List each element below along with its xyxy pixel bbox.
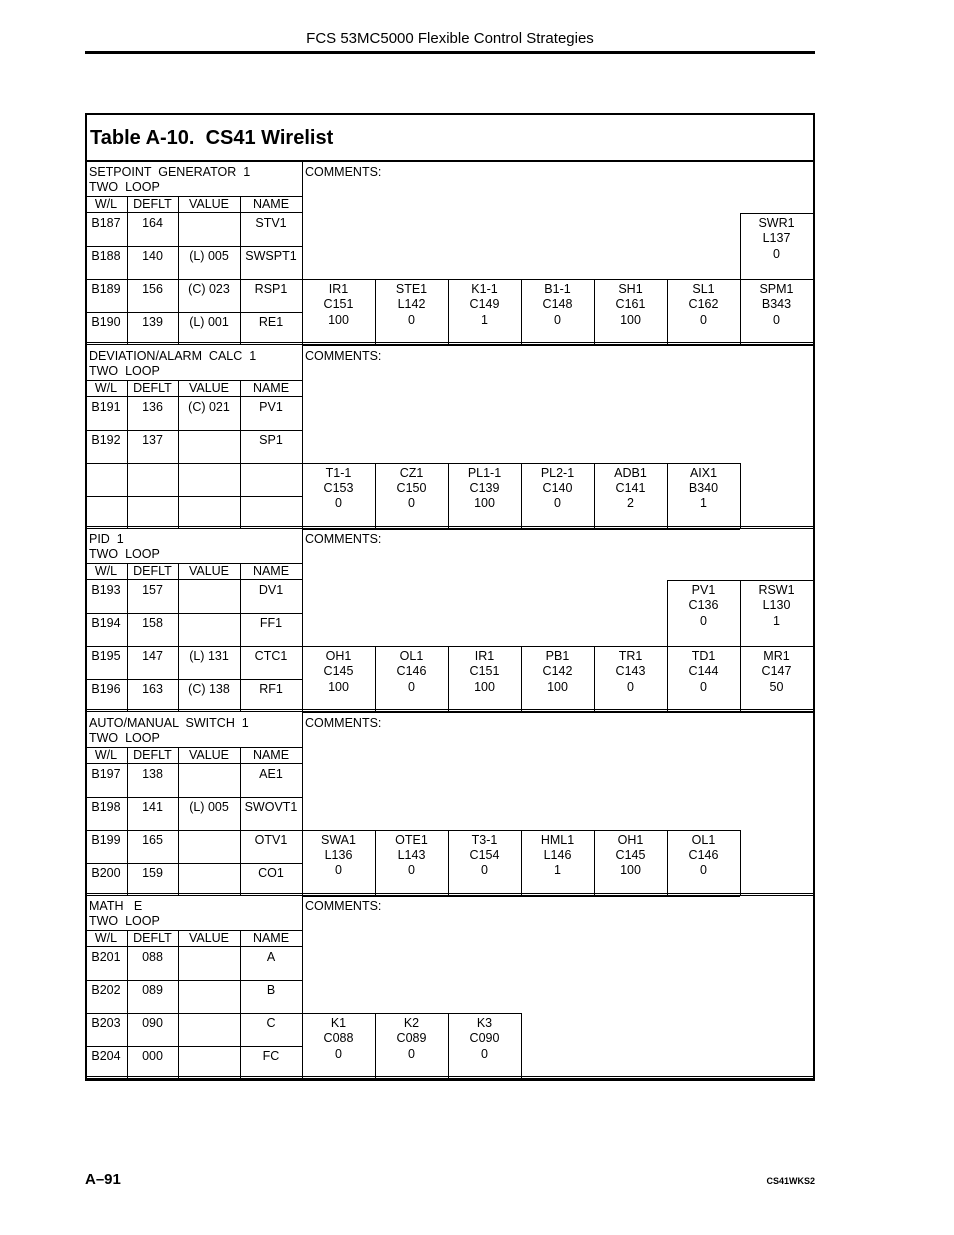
wire-box [375,646,448,695]
block-title: MATH E [89,899,143,913]
table-title-band [85,113,815,162]
wire-box [375,830,448,879]
column-header: NAME [252,564,290,578]
box-rule [740,463,741,529]
cell-name: B [266,983,276,997]
wire-box-name: OTE1 [395,832,428,847]
wire-box [594,646,667,695]
cell-deflt: 090 [142,1016,163,1030]
wire-box-name: OH1 [617,832,644,847]
wire-box-addr: C151 [469,664,500,679]
wire-box-name: K1 [330,1016,347,1030]
box-rule [521,1013,522,1079]
cell-wl: B199 [91,832,121,847]
cell-wl: B196 [91,682,121,696]
cell-name: RSP1 [254,282,288,296]
comments-label: COMMENTS: [305,532,382,546]
column-header: DEFLT [133,747,172,762]
wire-box [302,463,375,512]
row-rule [85,463,302,464]
wire-box-val: 0 [700,679,707,694]
block-subtitle: TWO LOOP [89,363,160,378]
wirelist-block [85,529,815,712]
wire-box [740,646,813,695]
wire-box-val: 0 [627,679,634,694]
cell-deflt: 137 [142,432,163,447]
wire-box [667,830,740,879]
wire-box-name: AIX1 [689,465,718,480]
column-header: VALUE [188,197,230,211]
cell-value: (C) 023 [188,282,230,296]
cell-name: CO1 [258,865,284,880]
wire-box-val: 2 [627,496,634,511]
cell-deflt: 157 [142,583,163,597]
wire-box [448,646,521,695]
wire-box-val: 100 [328,679,349,694]
wire-box-name: TR1 [618,649,643,663]
wire-box-val: 0 [700,312,707,327]
wire-box-addr: C153 [323,480,354,495]
cell-deflt: 138 [142,766,163,781]
row-rule [85,646,302,647]
column-header: DEFLT [133,564,172,578]
column-header: DEFLT [133,197,172,211]
wire-box-name: OL1 [691,832,716,847]
cell-name: CTC1 [254,649,288,663]
column-header: W/L [94,380,118,395]
wire-box-name: B1-1 [544,282,571,296]
wire-box-addr: C144 [688,664,719,679]
wire-box-val: 0 [408,312,415,327]
page-header: FCS 53MC5000 Flexible Control Strategies [306,30,594,47]
row-rule [85,1013,302,1014]
block-title: PID 1 [89,532,124,546]
column-header: NAME [252,380,290,395]
cell-deflt: 163 [142,682,163,696]
header-rule [85,212,302,213]
cell-value: (L) 005 [189,799,229,814]
wire-box [740,213,813,262]
wire-box-name: STE1 [395,282,428,296]
wire-box-addr: C140 [542,480,573,495]
cell-name: FC [262,1049,280,1063]
wire-box-name: SWA1 [321,832,356,847]
wirelist-block [85,713,815,896]
wire-box-addr: C089 [396,1031,427,1046]
wire-box-val: 0 [335,496,342,511]
wire-box [594,463,667,512]
cell-wl: B197 [91,766,121,781]
cell-value: (L) 131 [189,649,229,663]
cell-name: C [266,1016,276,1030]
wire-box-addr: L130 [762,598,791,613]
box-rule [448,1079,521,1080]
header-rule [85,763,302,764]
wire-box-val: 0 [408,1046,415,1061]
wire-box-addr: C088 [323,1031,354,1046]
cell-value: (C) 138 [188,682,230,696]
wire-box-addr: C148 [542,297,573,312]
wire-box-name: K2 [403,1016,420,1030]
wire-box-addr: L137 [762,231,791,246]
wire-box-addr: C150 [396,480,427,495]
box-rule [740,830,741,896]
cell-wl: B192 [91,432,121,447]
cell-value: (L) 001 [189,315,229,329]
cell-deflt: 141 [142,799,163,814]
cell-deflt: 088 [142,950,163,964]
row-rule [85,613,302,614]
cell-deflt: 089 [142,983,163,997]
wire-box-addr: C146 [396,664,427,679]
wire-box-name: PL2-1 [540,465,575,480]
column-header: W/L [94,564,118,578]
wire-box-val: 1 [554,863,561,878]
wire-box-val: 0 [554,496,561,511]
wire-box-name: K3 [476,1016,493,1030]
row-rule [85,980,302,981]
wire-box-name: PB1 [545,649,570,663]
block-subtitle: TWO LOOP [89,180,160,194]
cell-deflt: 140 [142,249,163,263]
row-rule [85,279,302,280]
wire-box-addr: B340 [688,480,719,495]
column-header: DEFLT [133,931,172,945]
cell-name: FF1 [259,616,283,630]
wire-box [521,830,594,879]
header-rule [85,51,815,54]
wire-box [302,646,375,695]
block-subtitle: TWO LOOP [89,547,160,561]
wire-box [375,463,448,512]
wire-box-addr: L146 [543,847,572,862]
wire-box-val: 100 [547,679,568,694]
box-rule [375,1079,448,1080]
block-subtitle: TWO LOOP [89,730,160,745]
comments-label: COMMENTS: [305,165,382,179]
cell-deflt: 147 [142,649,163,663]
wire-box-addr: C161 [615,297,646,312]
row-rule [85,863,302,864]
cell-wl: B198 [91,799,121,814]
wire-box [667,580,740,629]
wire-box-name: TD1 [691,649,716,663]
drawing-id: CS41WKS2 [766,1176,815,1186]
wire-box-val: 50 [769,679,784,694]
wire-box [521,463,594,512]
cell-wl: B187 [91,216,121,230]
wire-box-val: 0 [481,863,488,878]
box-rule [302,1079,375,1080]
header-rule [85,396,302,397]
block-title: AUTO/MANUAL SWITCH 1 [89,715,249,730]
wire-box-val: 100 [328,312,349,327]
column-rule [178,930,179,1079]
wire-box-name: IR1 [328,282,349,296]
wire-box-name: MR1 [763,649,790,663]
wire-box-val: 0 [408,496,415,511]
cell-deflt: 156 [142,282,163,296]
block-subtitle: TWO LOOP [89,914,160,928]
wire-box-addr: C146 [688,847,719,862]
wirelist-block [85,346,815,529]
cell-wl: B203 [91,1016,121,1030]
wire-box [594,279,667,328]
comments-label: COMMENTS: [305,348,382,363]
wire-box-name: OH1 [325,649,352,663]
wire-box-val: 1 [700,496,707,511]
wire-box-name: RSW1 [758,583,795,597]
column-header: VALUE [188,380,230,395]
block-title: DEVIATION/ALARM CALC 1 [89,348,257,363]
column-header: NAME [252,931,290,945]
cell-name: SP1 [259,432,283,447]
wire-box-addr: C136 [688,598,719,613]
cell-wl: B194 [91,616,121,630]
cell-wl: B190 [91,315,121,329]
comments-label: COMMENTS: [305,899,382,913]
wire-box [375,1013,448,1062]
wire-box-val: 0 [481,1046,488,1061]
block-separator [85,1076,815,1079]
wire-box [448,1013,521,1062]
cell-name: STV1 [255,216,287,230]
wire-box-name: SL1 [692,282,715,296]
cell-value: (L) 005 [189,249,229,263]
wire-box-addr: C139 [469,480,500,495]
column-header: NAME [252,197,290,211]
wire-box-addr: C143 [615,664,646,679]
cell-value: (C) 021 [188,399,230,414]
wire-box-name: IR1 [474,649,495,663]
wire-box-val: 0 [700,613,707,628]
box-rule [813,580,814,646]
wire-box-val: 100 [474,496,495,511]
wire-box-name: CZ1 [399,465,424,480]
wire-box-val: 0 [700,863,707,878]
row-rule [85,679,302,680]
wire-box [448,830,521,879]
wire-box [302,279,375,328]
wire-box [521,646,594,695]
cell-wl: B189 [91,282,121,296]
wire-box [594,830,667,879]
wire-box-addr: C142 [542,664,573,679]
wire-box [448,279,521,328]
header-rule [85,579,302,580]
cell-wl: B200 [91,865,121,880]
wire-box-addr: C149 [469,297,500,312]
cell-name: SWOVT1 [244,799,298,814]
wire-box-val: 1 [773,613,780,628]
wire-box-name: T3-1 [471,832,498,847]
cell-name: AE1 [259,766,283,781]
wire-box-name: HML1 [540,832,575,847]
cell-name: PV1 [259,399,283,414]
wirelist-block [85,896,815,1079]
row-rule [85,496,302,497]
wire-box-addr: C147 [761,664,792,679]
wire-box-addr: L143 [397,847,426,862]
cell-deflt: 136 [142,399,163,414]
wire-box-addr: C145 [323,664,354,679]
wire-box-val: 0 [335,1046,342,1061]
cell-name: SWSPT1 [245,249,297,263]
wire-box-addr: L142 [397,297,426,312]
column-header: DEFLT [133,380,172,395]
row-rule [85,312,302,313]
cell-deflt: 158 [142,616,163,630]
row-rule [85,830,302,831]
wire-box-val: 100 [620,312,641,327]
cell-name: RF1 [259,682,283,696]
wire-box-addr: C090 [469,1031,500,1046]
wire-box-val: 0 [408,863,415,878]
wire-box-name: SWR1 [758,216,795,230]
cell-name: RE1 [258,315,284,329]
wire-box-addr: C141 [615,480,646,495]
wire-box-val: 0 [554,312,561,327]
column-header: NAME [252,747,290,762]
column-header: W/L [94,197,118,211]
cell-wl: B202 [91,983,121,997]
cell-name: A [266,950,276,964]
cell-deflt: 159 [142,865,163,880]
wire-box [375,279,448,328]
wire-box-val: 0 [773,246,780,261]
row-rule [85,246,302,247]
comments-label: COMMENTS: [305,715,382,730]
row-rule [85,797,302,798]
cell-wl: B191 [91,399,121,414]
wire-box-val: 100 [474,679,495,694]
cell-deflt: 000 [142,1049,163,1063]
column-header: VALUE [188,747,230,762]
wire-box-addr: C145 [615,847,646,862]
wire-box-name: PV1 [691,583,716,597]
header-rule [85,946,302,947]
wire-box-name: T1-1 [325,465,352,480]
cell-name: DV1 [258,583,284,597]
wire-box-val: 100 [620,863,641,878]
wire-box-val: 0 [408,679,415,694]
wire-box [302,1013,375,1062]
cell-wl: B204 [91,1049,121,1063]
page-number: A–91 [85,1171,121,1188]
wire-box [667,279,740,328]
box-rule [813,213,814,279]
box-rule [813,646,814,712]
wire-box-addr: L136 [324,847,353,862]
wire-box [667,646,740,695]
cell-wl: B193 [91,583,121,597]
block-title: SETPOINT GENERATOR 1 [89,165,251,179]
wire-box [302,830,375,879]
wire-box-addr: C154 [469,847,500,862]
cell-deflt: 139 [142,315,163,329]
column-header: W/L [94,747,118,762]
wire-box-addr: C162 [688,297,719,312]
cell-deflt: 165 [142,832,163,847]
cell-wl: B188 [91,249,121,263]
row-rule [85,430,302,431]
wire-box-addr: C151 [323,297,354,312]
table-title: Table A-10. CS41 Wirelist [90,127,334,149]
column-header: W/L [94,931,118,945]
wire-box-name: OL1 [399,649,424,663]
row-rule [85,1046,302,1047]
wire-box-name: SH1 [618,282,643,296]
wire-box-name: ADB1 [614,465,647,480]
column-rule [178,747,179,896]
wire-box-name: K1-1 [471,282,498,296]
wire-box-name: SPM1 [759,282,794,296]
column-header: VALUE [188,564,230,578]
box-rule [813,279,814,345]
column-header: VALUE [188,931,230,945]
wire-box [740,580,813,629]
wire-box-val: 0 [773,312,780,327]
cell-wl: B195 [91,649,121,663]
cell-deflt: 164 [142,216,163,230]
wire-box [521,279,594,328]
wire-box-val: 0 [335,863,342,878]
wire-box [448,463,521,512]
wire-box-name: PL1-1 [467,465,502,480]
cell-name: OTV1 [254,832,288,847]
wirelist-block [85,162,815,345]
cell-wl: B201 [91,950,121,964]
wire-box-addr: B343 [761,297,792,312]
wire-box [740,279,813,328]
wire-box [667,463,740,512]
wire-box-val: 1 [481,312,488,327]
